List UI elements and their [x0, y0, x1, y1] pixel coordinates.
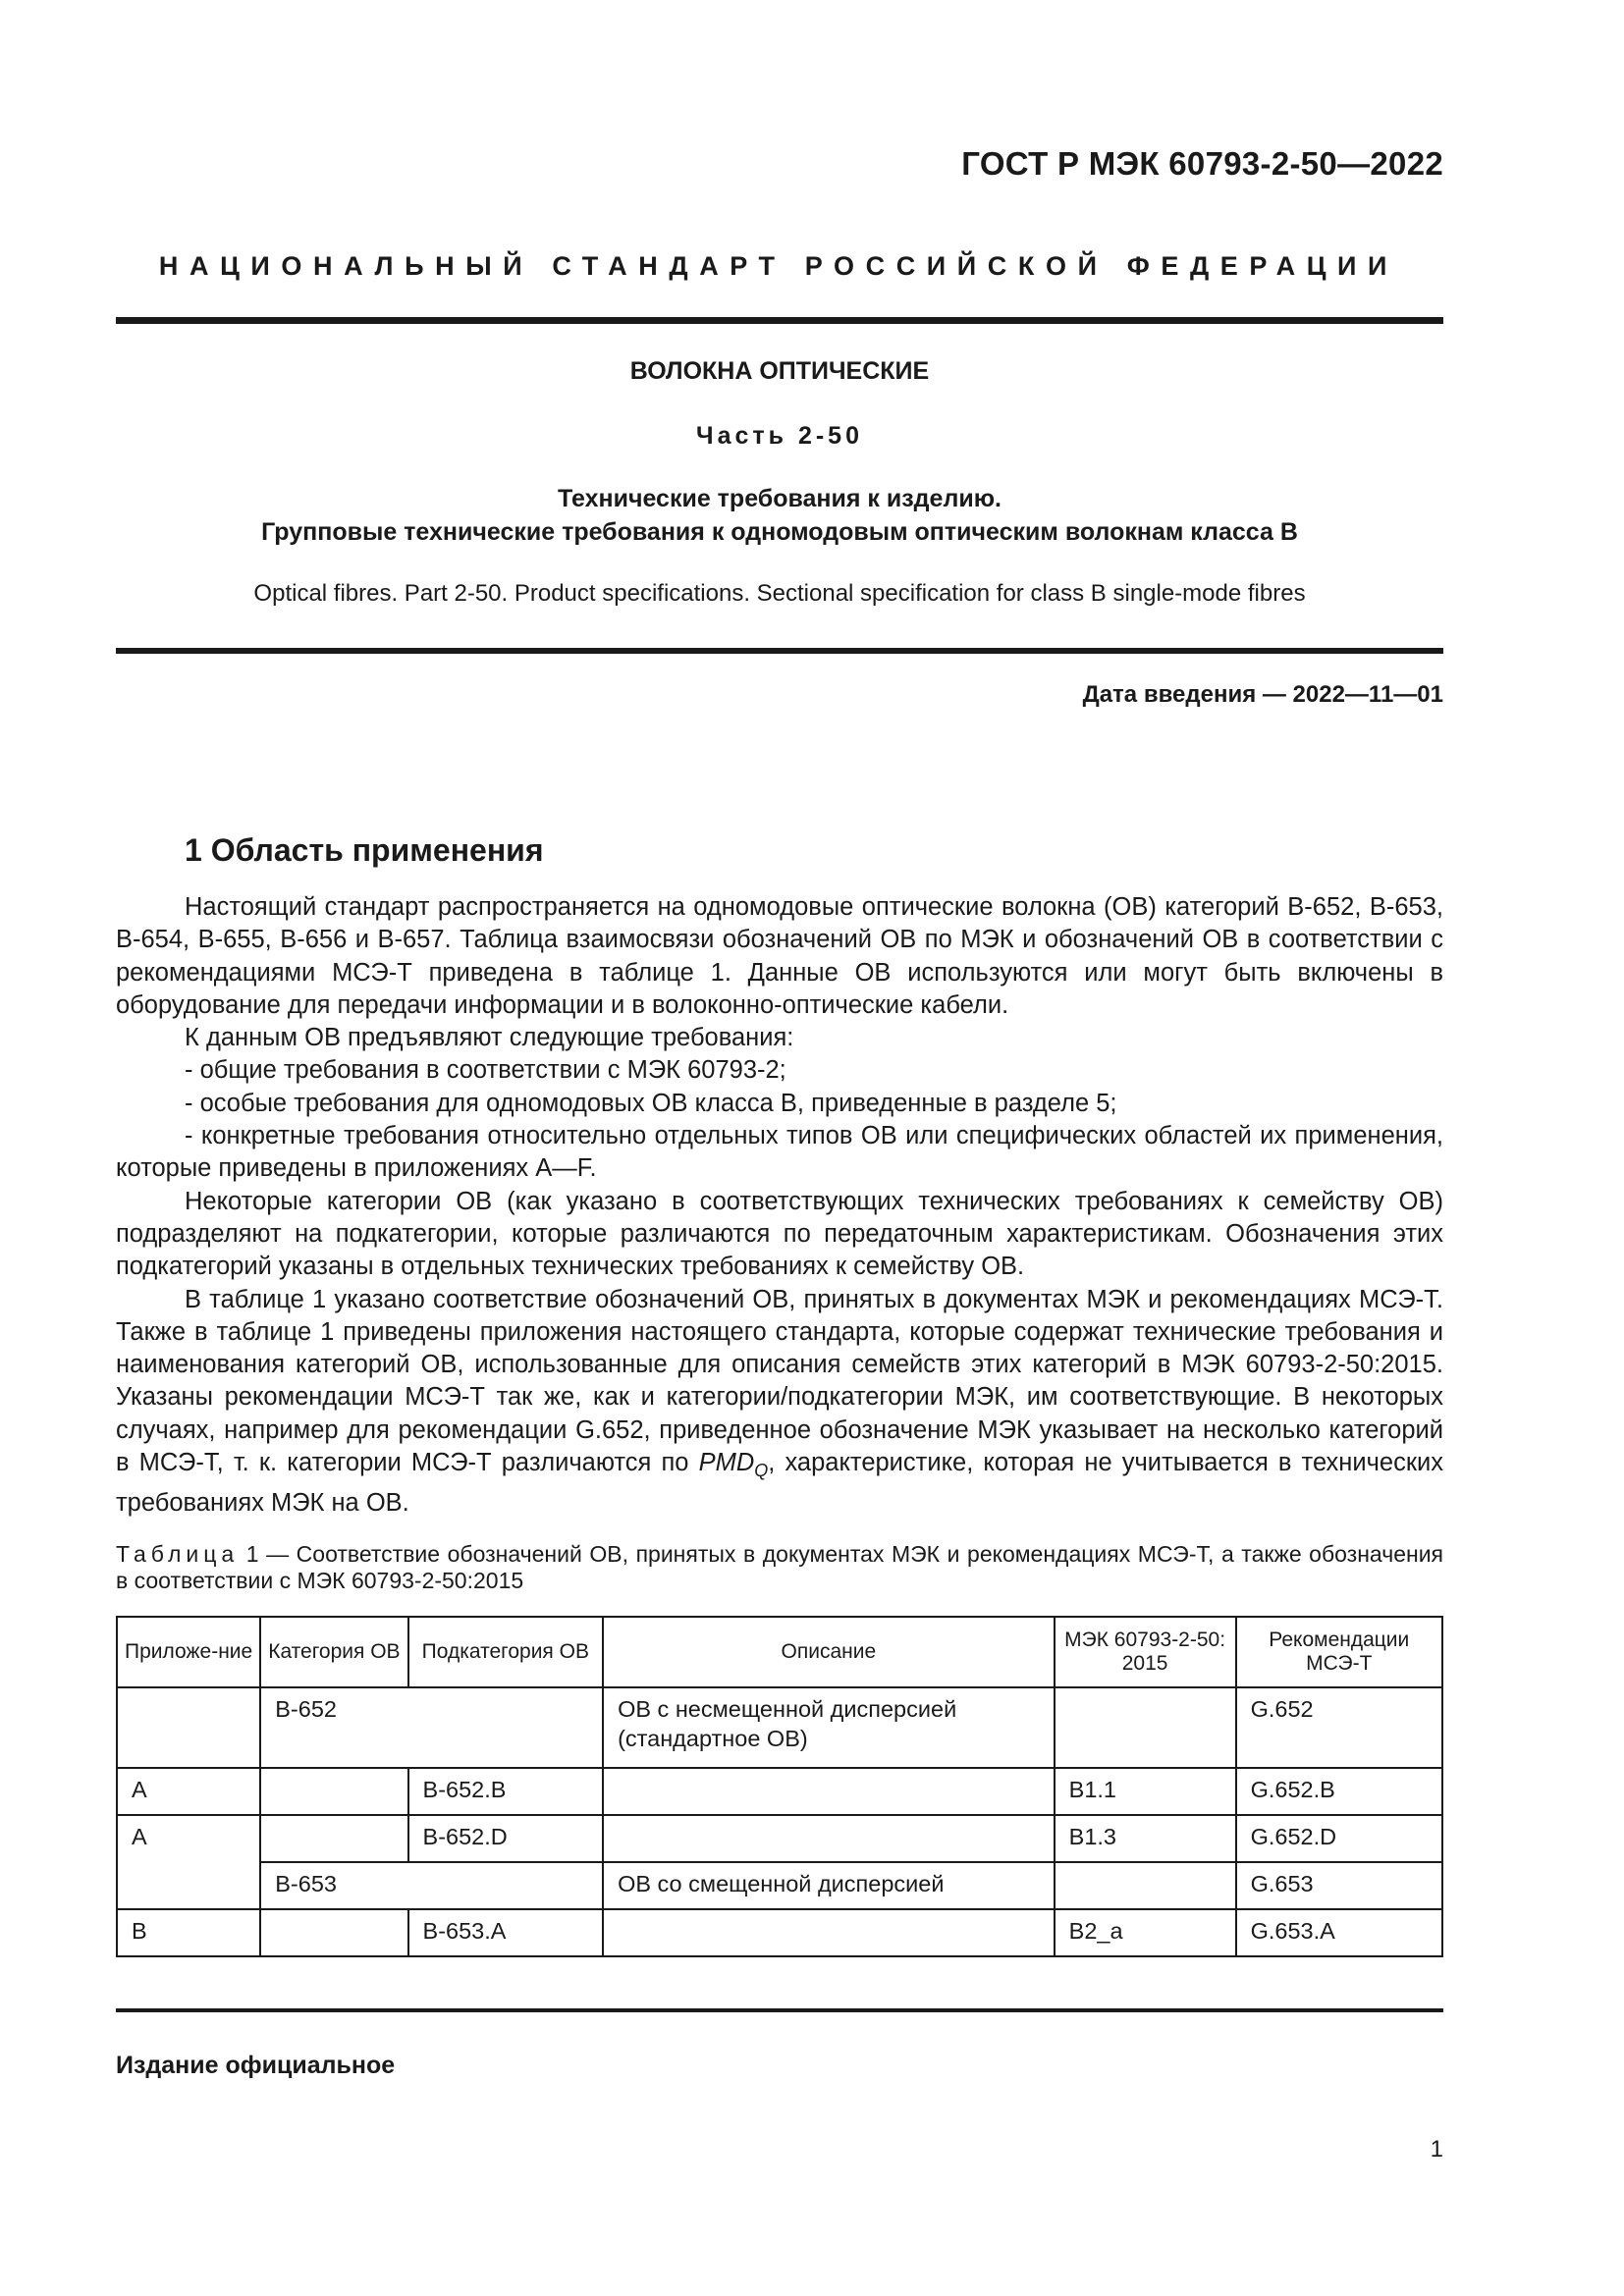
- top-divider: [116, 317, 1443, 324]
- column-header: Категория ОВ: [260, 1617, 407, 1687]
- table-cell-iec: [1055, 1862, 1236, 1909]
- table-row: [117, 1909, 1442, 1956]
- document-subtitle-line2: Групповые технические требования к одномодовым оптическим волокнам класса B: [261, 518, 1298, 546]
- pmd-subscript: Q: [754, 1461, 769, 1481]
- footer-divider: [116, 2008, 1443, 2012]
- section-body: [116, 891, 1443, 1521]
- section-heading: 1 Область применения: [185, 832, 544, 868]
- official-edition-label: Издание официальное: [116, 2052, 396, 2079]
- list-item: - общие требования в соответствии с МЭК 60793-2;: [185, 1056, 786, 1085]
- table-cell-itu: G.652.D: [1236, 1815, 1442, 1862]
- table-cell-category: B-653: [260, 1862, 603, 1909]
- table-cell-category: [260, 1909, 407, 1956]
- table-caption-label: Таблица: [116, 1541, 240, 1567]
- table-cell-description: ОВ со смещенной дисперсией: [603, 1862, 1055, 1909]
- table-row: [117, 1768, 1442, 1815]
- column-header: Рекомендации МСЭ-Т: [1236, 1617, 1442, 1687]
- table-cell-annex: A: [117, 1768, 260, 1815]
- column-header: МЭК 60793-2-50: 2015: [1055, 1617, 1236, 1687]
- document-code: ГОСТ Р МЭК 60793-2-50—2022: [961, 145, 1443, 182]
- table-cell-annex: A: [117, 1815, 260, 1909]
- table-cell-iec: [1055, 1687, 1236, 1768]
- document-subtitle-line1: Технические требования к изделию.: [557, 485, 1001, 512]
- table-cell-annex: B: [117, 1909, 260, 1956]
- correspondence-table: [116, 1616, 1443, 1957]
- table-cell-iec: B2_a: [1055, 1909, 1236, 1956]
- title-divider: [116, 648, 1443, 654]
- list-item: - особые требования для одномодовых ОВ класса B, приведенные в разделе 5;: [185, 1089, 1117, 1117]
- introduction-date: Дата введения — 2022—11—01: [1082, 681, 1443, 708]
- table-cell-description: [603, 1909, 1055, 1956]
- english-title: Optical fibres. Part 2-50. Product specifications. Sectional specification for class B single-mode fibres: [253, 580, 1306, 607]
- pmd-symbol: PMD: [698, 1449, 755, 1477]
- table-cell-itu: G.652.B: [1236, 1768, 1442, 1815]
- table-caption: [116, 1541, 1443, 1594]
- list-item: - конкретные требования относительно отдельных типов ОВ или специфических областей их применения, которые приведены в приложениях A—F.: [116, 1122, 1443, 1183]
- table-cell-annex: [117, 1687, 260, 1768]
- document-title: ВОЛОКНА ОПТИЧЕСКИЕ: [629, 357, 930, 385]
- table-cell-description: [603, 1815, 1055, 1862]
- paragraph: [116, 1284, 1443, 1521]
- column-header: Приложе-ние: [117, 1617, 260, 1687]
- table-header-row: [117, 1617, 1442, 1687]
- table-cell-itu: G.652: [1236, 1687, 1442, 1768]
- paragraph: К данным ОВ предъявляют следующие требования:: [185, 1024, 794, 1052]
- column-header: Описание: [603, 1617, 1055, 1687]
- paragraph-text-tail: , характеристике, которая не учитывается в технических требованиях МЭК на ОВ.: [116, 1449, 1444, 1518]
- table-cell-subcategory: B-652.B: [408, 1768, 604, 1815]
- table-cell-category: B-652: [260, 1687, 603, 1768]
- table-row: [117, 1815, 1442, 1862]
- table-row: [117, 1687, 1442, 1768]
- table-cell-itu: G.653.A: [1236, 1909, 1442, 1956]
- page-number: 1: [1430, 2136, 1443, 2163]
- table-cell-itu: G.653: [1236, 1862, 1442, 1909]
- column-header: Подкатегория ОВ: [408, 1617, 604, 1687]
- table-cell-subcategory: B-653.A: [408, 1909, 604, 1956]
- table-cell-subcategory: B-652.D: [408, 1815, 604, 1862]
- paragraph: Некоторые категории ОВ (как указано в соответствующих технических требованиях к семейству ОВ) подразделяют на подкатегории, которые различаются по передаточным характеристикам. Обозначения этих подкатегорий указаны в отдельных технических требованиях к семейству ОВ.: [116, 1187, 1443, 1281]
- table-cell-category: [260, 1768, 407, 1815]
- paragraph-text: В таблице 1 указано соответствие обозначений ОВ, принятых в документах МЭК и рекомендациях МСЭ-Т. Также в таблице 1 приведены приложения настоящего стандарта, которые содержат технические требования и наименования категорий ОВ, использованные для описания семейств этих категорий в МЭК 60793-2-50:2015. Указаны рекомендации МСЭ-Т так же, как и категории/подкатегории МЭК, им соответствующие. В некоторых случаях, например для рекомендации G.652, приведенное обозначение МЭК указывает на несколько категорий в МСЭ-Т, т. к. категории МСЭ-Т различаются по: [116, 1285, 1443, 1477]
- table-row: [117, 1862, 1442, 1909]
- paragraph: Настоящий стандарт распространяется на одномодовые оптические волокна (ОВ) категорий B-652, B-653, B-654, B-655, B-656 и B-657. Таблица взаимосвязи обозначений ОВ по МЭК и обозначений ОВ в соответствии с рекомендациями МСЭ-Т приведена в таблице 1. Данные ОВ используются или могут быть включены в оборудование для передачи информации и в волоконно-оптические кабели.: [116, 893, 1443, 1019]
- national-standard-banner: НАЦИОНАЛЬНЫЙ СТАНДАРТ РОССИЙСКОЙ ФЕДЕРАЦИИ: [158, 251, 1399, 281]
- table-cell-category: [260, 1815, 407, 1862]
- table-cell-iec: B1.3: [1055, 1815, 1236, 1862]
- document-part: Часть 2-50: [696, 422, 863, 450]
- table-caption-text: 1 — Соответствие обозначений ОВ, принятых в документах МЭК и рекомендациях МСЭ-Т, а также обозначения в соответствии с МЭК 60793-2-50:2015: [116, 1541, 1443, 1593]
- table-cell-description: [603, 1768, 1055, 1815]
- table-cell-iec: B1.1: [1055, 1768, 1236, 1815]
- table-cell-description: ОВ с несмещенной дисперсией (стандартное ОВ): [603, 1687, 1055, 1768]
